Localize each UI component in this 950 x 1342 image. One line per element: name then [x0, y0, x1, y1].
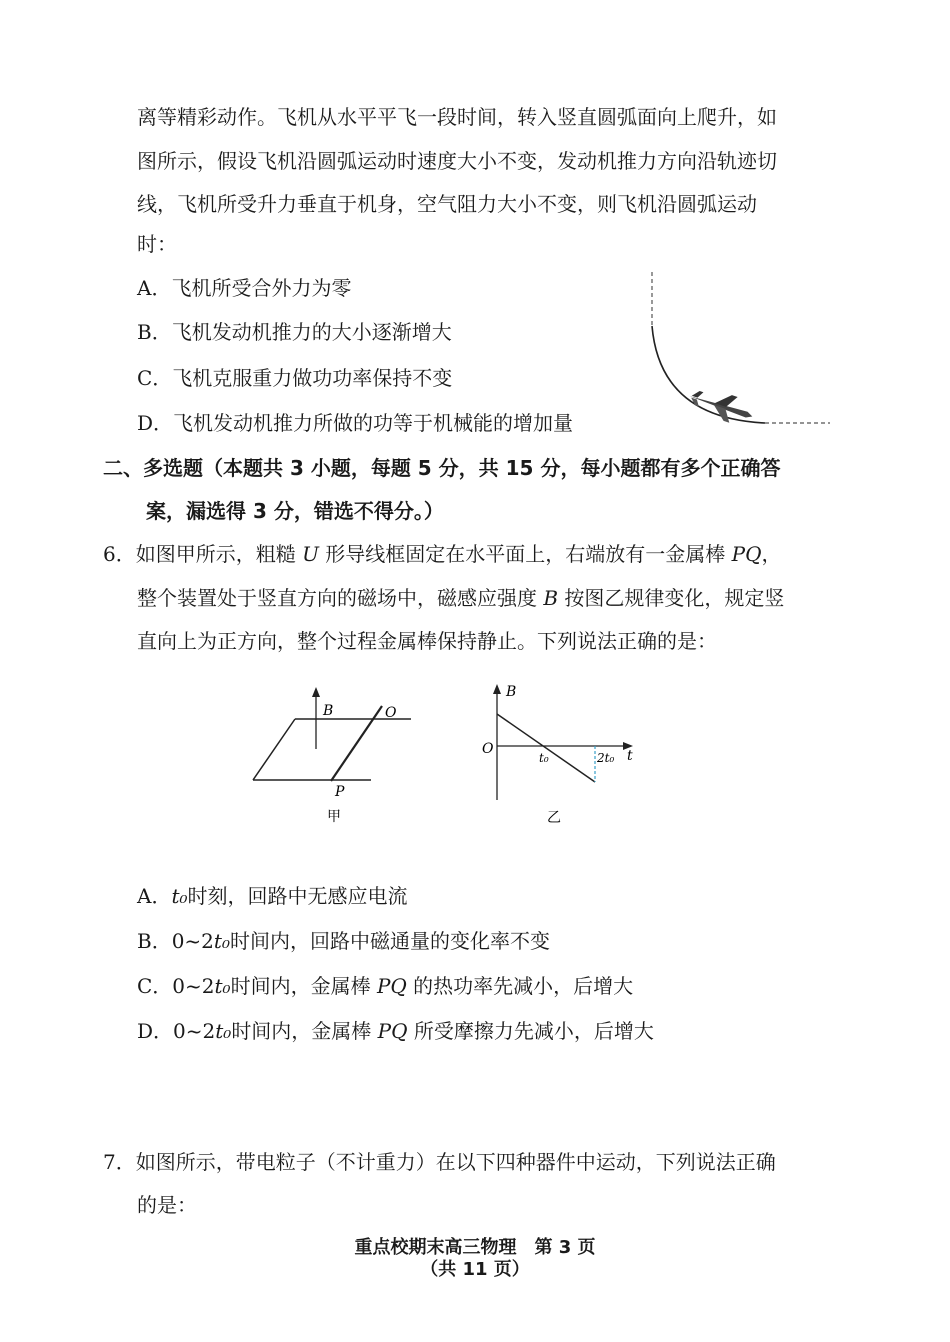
fig-jia-label-b: B — [323, 703, 334, 719]
metal-rod — [331, 706, 382, 781]
q5-option-c: C．飞机克服重力做功功率保持不变 — [137, 366, 453, 390]
q5-arc-path — [652, 326, 765, 423]
q5-stem-line-2: 图所示，假设飞机沿圆弧运动时速度大小不变，发动机推力方向沿轨迹切 — [137, 149, 777, 173]
section-2-heading-line-2: 案，漏选得 3 分，错选不得分。） — [146, 499, 444, 523]
fig-yi-label-t: t — [627, 748, 633, 764]
fig-jia-caption: 甲 — [327, 809, 341, 825]
fig-yi-caption: 乙 — [547, 810, 561, 826]
q6-stem-line-2: 整个装置处于竖直方向的磁场中，磁感应强度 B 按图乙规律变化，规定竖 — [137, 586, 785, 610]
q5-stem-line-3: 线，飞机所受升力垂直于机身，空气阻力大小不变，则飞机沿圆弧运动 — [137, 192, 757, 216]
q6-stem-line-1: 6．如图甲所示，粗糙 U 形导线框固定在水平面上，右端放有一金属棒 PQ， — [103, 542, 782, 566]
q5-option-d: D．飞机发动机推力所做的功等于机械能的增加量 — [137, 411, 574, 435]
page-footer-line-2: （共 11 页） — [420, 1259, 530, 1280]
q6-stem-line-3: 直向上为正方向，整个过程金属棒保持静止。下列说法正确的是： — [137, 629, 717, 653]
q6-option-b: B．0~2t₀时间内，回路中磁通量的变化率不变 — [137, 929, 550, 953]
q5-option-b: B．飞机发动机推力的大小逐渐增大 — [137, 320, 452, 344]
q6-option-d: D．0~2t₀时间内，金属棒 PQ 所受摩擦力先减小，后增大 — [137, 1019, 654, 1043]
fig-yi-label-2t0: 2t₀ — [597, 751, 615, 765]
page-footer-line-1: 重点校期末高三物理 第 3 页 — [354, 1237, 596, 1258]
q7-stem-line-2: 的是： — [137, 1193, 197, 1217]
q6-figure-jia — [245, 685, 425, 830]
q6-option-a: A．t₀时刻，回路中无感应电流 — [137, 884, 408, 908]
fig-yi-label-o: O — [482, 741, 494, 757]
q5-stem-line-1: 离等精彩动作。飞机从水平平飞一段时间，转入竖直圆弧面向上爬升，如 — [137, 105, 777, 129]
fig-jia-label-o: O — [385, 705, 397, 721]
q5-arc-figure — [630, 268, 840, 433]
fig-yi-label-t0: t₀ — [539, 751, 549, 765]
fig-yi-label-b: B — [506, 684, 517, 700]
q5-option-a: A．飞机所受合外力为零 — [137, 276, 352, 300]
b-t-graph-line — [497, 714, 595, 782]
q6-option-c: C．0~2t₀时间内，金属棒 PQ 的热功率先减小，后增大 — [137, 974, 634, 998]
q6-figure-yi — [475, 680, 645, 830]
section-2-heading-line-1: 二、多选题（本题共 3 小题，每题 5 分，共 15 分，每小题都有多个正确答 — [103, 456, 781, 480]
fig-jia-label-p: P — [335, 784, 345, 800]
q7-stem-line-1: 7．如图所示，带电粒子（不计重力）在以下四种器件中运动，下列说法正确 — [103, 1150, 776, 1174]
q5-stem-line-4: 时： — [137, 232, 177, 256]
